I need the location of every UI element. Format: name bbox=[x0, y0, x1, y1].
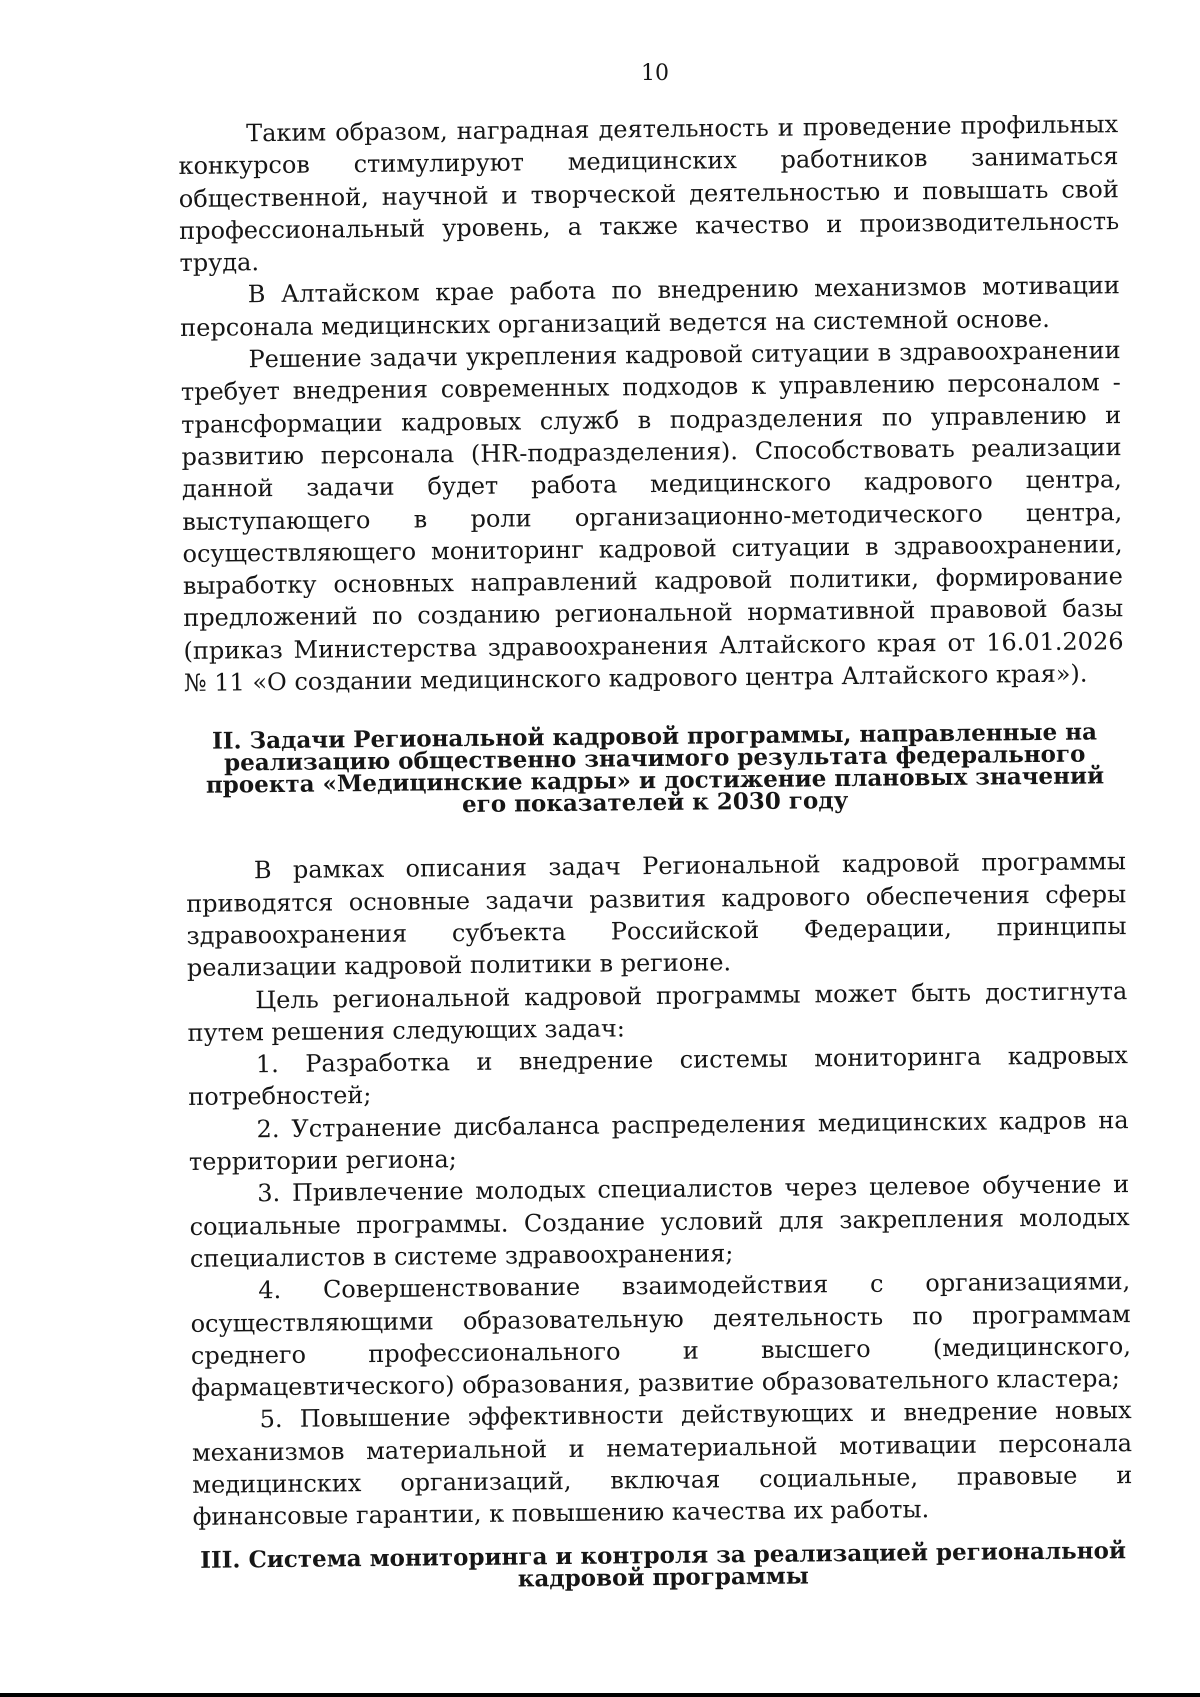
task-item-5: 5. Повышение эффективности действующих и внедрение новых механизмов материальной и нематериальной мотивации персонала медицинских организаций, включая социальные, правовые и финансовые гарантии, к повышению качества их работы. bbox=[191, 1396, 1133, 1532]
paragraph-hr-center: Решение задачи укрепления кадровой ситуации в здравоохранении требует внедрения современных подходов к управлению персоналом - трансформации кадровых служб в подразделения по управлению и развитию персонала (HR-подразделения). Способствовать реализации данной задачи будет работа медицинского кадрового центра, выступающего в роли организационно-методического центра, осуществляющего мониторинг кадровой ситуации в здравоохранении, выработку основных направлений кадровой политики, формирование предложений по созданию региональной нормативной правовой базы (приказ Министерства здравоохранения Алтайского края от 16.01.2026 № 11 «О создании медицинского кадрового центра Алтайского края»). bbox=[180, 336, 1124, 698]
task-item-4: 4. Совершенствование взаимодействия с организациями, осуществляющими образовательную деятельность по программам среднего профессионального и высшего (медицинского, фармацевтического) образования, развитие образовательного кластера; bbox=[190, 1267, 1132, 1403]
paragraph-tasks-intro: В рамках описания задач Региональной кадровой программы приводятся основные задачи развития кадрового обеспечения сферы здравоохранения субъекта Российской Федерации, принципы реализации кадровой политики в регионе. bbox=[186, 847, 1127, 983]
task-item-2: 2. Устранение дисбаланса распределения медицинских кадров на территории региона; bbox=[188, 1105, 1129, 1176]
section-3-heading: III. Система мониторинга и контроля за реализацией региональной кадровой программы bbox=[200, 1536, 1127, 1593]
paragraph-goal: Цель региональной кадровой программы может быть достигнута путем решения следующих задач: bbox=[187, 976, 1128, 1047]
paragraph-motivation-system: В Алтайском крае работа по внедрению механизмов мотивации персонала медицинских организаций ведется на системной основе. bbox=[180, 271, 1120, 342]
page-number: 10 bbox=[641, 61, 669, 86]
document-body bbox=[178, 108, 1133, 1593]
task-item-3: 3. Привлечение молодых специалистов через целевое обучение и социальные программы. Создание условий для закрепления молодых специалистов в системе здравоохранения; bbox=[189, 1170, 1130, 1273]
section-2-heading: II. Задачи Региональной кадровой программы, направленные на реализацию общественно значимого результата федерального проекта «Медицинские кадры» и достижение плановых значений его показателей к 2030 году bbox=[205, 718, 1105, 819]
scan-edge-bar bbox=[0, 1693, 1200, 1697]
task-item-1: 1. Разработка и внедрение системы мониторинга кадровых потребностей; bbox=[188, 1041, 1129, 1112]
paragraph-awards-conclusion: Таким образом, наградная деятельность и проведение профильных конкурсов стимулируют медицинских работников заниматься общественной, научной и творческой деятельностью и повышать свой профессиональный уровень, а также качество и производительность труда. bbox=[178, 110, 1120, 278]
